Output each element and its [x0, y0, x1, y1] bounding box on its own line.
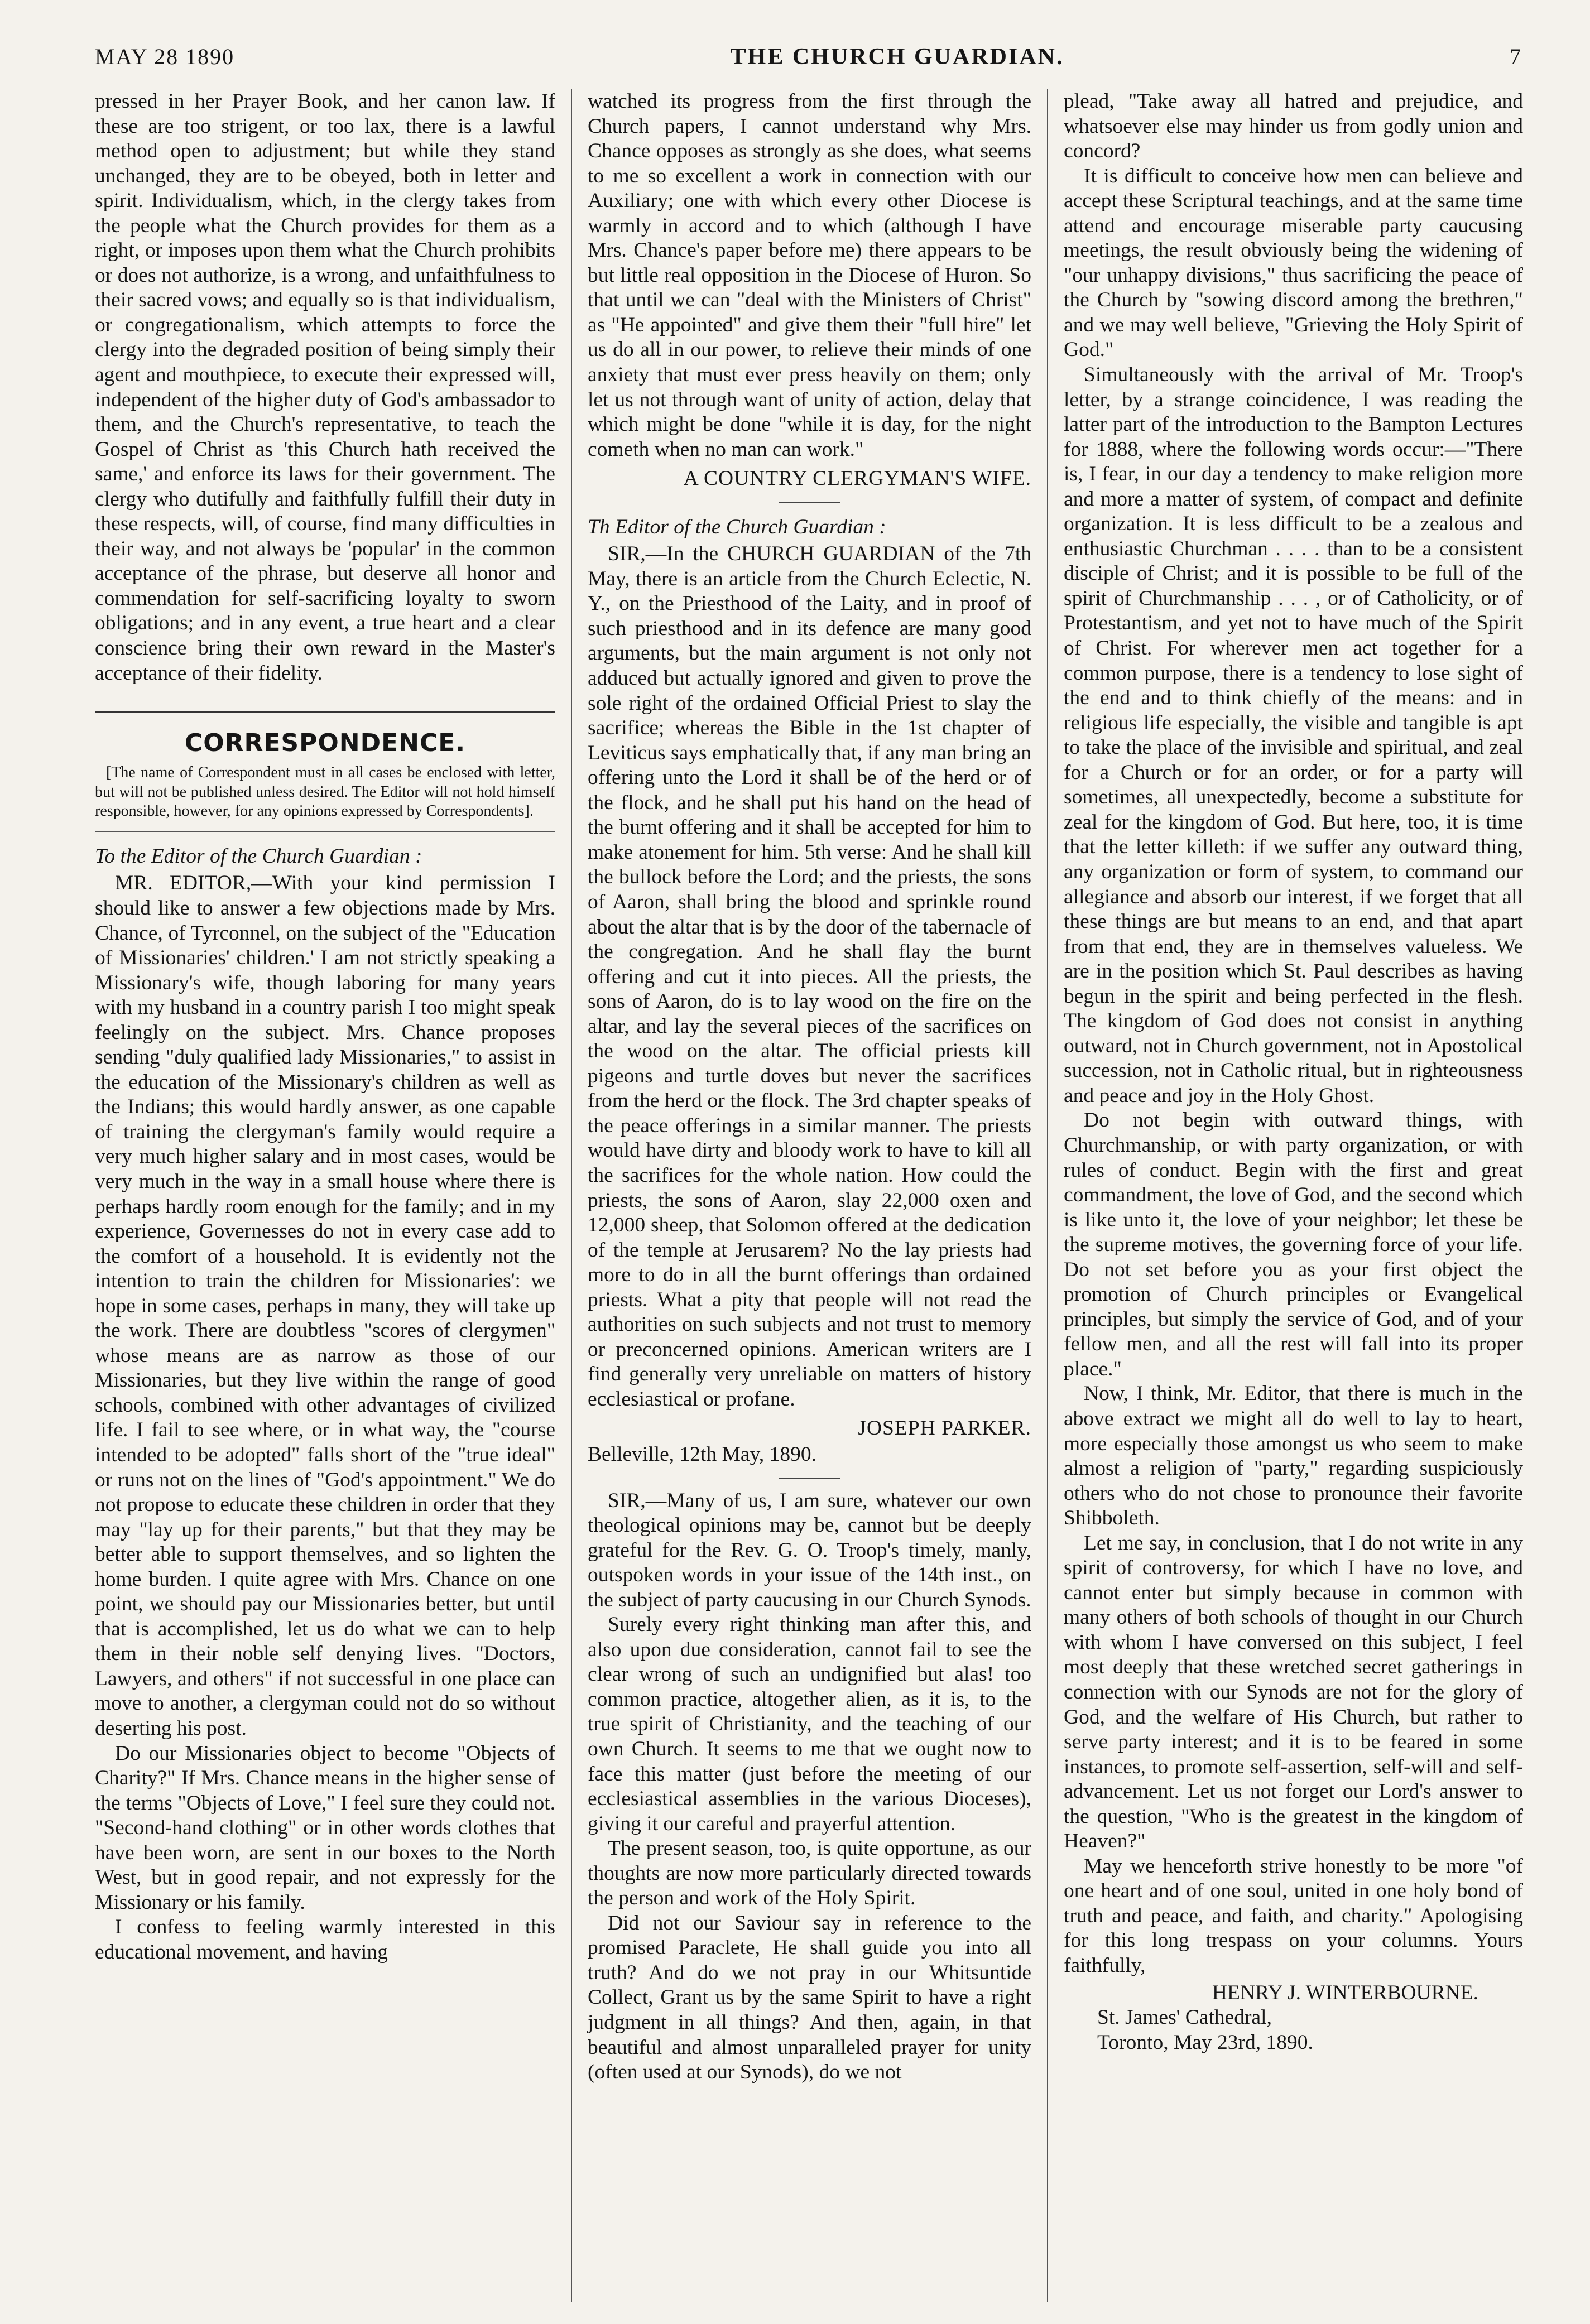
issue-date: MAY 28 1890 — [95, 44, 235, 69]
masthead-title: THE CHURCH GUARDIAN. — [730, 44, 1064, 70]
letter-paragraph: Surely every right thinking man after this, and also upon due consideration, cannot fail to see the clear wrong of such an undignified but alas! too common practice, altogether alien, as it is, to the true spirit of Christianity, and the teaching of our own Church. It seems to me that we ought now to face this matter (just before the meeting of our ecclesiastical assemblies in the various Dioceses), giving it our careful and prayerful attention. — [588, 1613, 1031, 1835]
letter-paragraph: MR. EDITOR,—With your kind permission I should like to answer a few objections made by Mrs. Chance, of Tyrconnel, on the subject of the "Education of Missionaries' children.' I am not strictly speaking a Missionary's wife, though laboring for many years with my husband in a country parish I too might speak feelingly on the subject. Mrs. Chance proposes sending "duly qualified lady Missionaries," to assist in the education of the Missionary's children as well as the Indians; this would hardly answer, as one capable of training the clergyman's family would require a very much higher salary and in most cases, would be very much in the way in a small house where there is perhaps hardly room enough for the family; and in my experience, Governesses do not in every case add to the comfort of a household. It is evidently not the intention to train the children for Missionaries': we hope in some cases, perhaps in many, they will take up the work. There are doubtless "scores of clergymen" whose means are as narrow as those of our Missionaries, but they live within the range of good schools, combined with other advantages of civilized life. I fail to see where, or in what way, the "course intended to be adopted" falls short of the "true ideal" or runs not on the lines of "God's appointment." We do not propose to educate these children in order that they may "lay up for their parents," but that they may be better able to support themselves, and so lighten the home burden. I quite agree with Mrs. Chance on one point, we should pay our Missionaries better, but until that is accomplished, let us do what we can to help them in their noble self denying lives. "Doctors, Lawyers, and others" if not successful in one place can move to another, a clergyman could not do so without deserting his post. — [95, 872, 555, 1740]
letter-signature: JOSEPH PARKER. — [858, 1417, 1031, 1440]
page-header — [95, 44, 1523, 77]
letter-salutation: To the Editor of the Church Guardian : — [95, 844, 422, 868]
letter-paragraph: SIR,—In the CHURCH GUARDIAN of the 7th May, there is an article from the Church Eclectic, N. Y., on the Priesthood of the Laity, and in proof of such priesthood and in its defence are many good arguments, but the main argument is not only not adduced but actually ignored and given to prove the sole right of the ordained Official Priest to slay the sacrifice; whereas the Bible in the 1st chapter of Leviticus says emphatically that, if any man bring an offering unto the Lord it shall be of the herd or of the flock, and he shall put his hand on the head of the burnt offering and it shall be accepted for him to make atonement for him. 5th verse: And he shall kill the bullock before the Lord; and the priests, the sons of Aaron, shall bring the blood and sprinkle round about the altar that is by the door of the tabernacle of the congregation. And he shall flay the burnt offering and cut it into pieces. All the priests, the sons of Aaron, do is to lay wood on the fire on the altar, and lay the several pieces of the sacrifices on the wood on the altar. The official priests kill pigeons and turtle doves but never the sacrifices from the herd or the flock. The 3rd chapter speaks of the peace offerings in a similar manner. The priests would have dirty and bloody work to have to kill all the sacrifices for the whole nation. How could the priests, the sons of Aaron, slay 22,000 oxen and 12,000 sheep, that Solomon offered at the dedication of the temple at Jerusarem? No the lay priests had more to do in all the burnt offerings than ordained priests. What a pity that people will not read the authorities on such subjects and not trust to memory or preconcerned opinions. American writers are I find generally very unreliable on matters of history ecclesiastical or profane. — [588, 542, 1031, 1411]
article-columns — [95, 89, 1523, 2302]
letter-signature: HENRY J. WINTERBOURNE. — [1212, 1981, 1478, 2004]
letter-paragraph: SIR,—Many of us, I am sure, whatever our own theological opinions may be, cannot but be deeply grateful for the Rev. G. O. Troop's timely, manly, outspoken words in your issue of the 14th inst., on the subject of party caucusing in our Church Synods. — [588, 1489, 1031, 1611]
letter-paragraph: I confess to feeling warmly interested in this educational movement, and having — [95, 1916, 555, 1964]
letter-signature: A COUNTRY CLERGYMAN'S WIFE. — [683, 467, 1031, 490]
letter-paragraph: Simultaneously with the arrival of Mr. Troop's letter, by a strange coincidence, I was reading the latter part of the introduction to the Bampton Lectures for 1888, where the following words occur:—"There is, I fear, in our day a tendency to make religion more and more a matter of system, of compact and definite organization. It is less difficult to be a zealous and enthusiastic Churchman . . . . than to be a consistent disciple of Christ; and it is possible to be full of the spirit of Churchmanship . . . , or of Catholicity, or of Protestantism, and yet not to have much of the Spirit of Christ. For wherever men act together for a common purpose, there is a tendency to lose sight of the end and to think chiefly of the means: and in religious life especially, the visible and tangible is apt to take the place of the invisible and spiritual, and zeal for a Church or for an order, or for a party will sometimes, all unexpectedly, become a substitute for zeal for the kingdom of God. But here, too, it is time that the letter killeth: if we suffer any outward thing, any organization or form of system, to command our allegiance and absorb our interest, if we forget that all these things are but means to an end, and that apart from that end, they are in themselves valueless. We are in the position which St. Paul describes as having begun in the spirit and being perfected in the flesh. The kingdom of God does not consist in anything outward, not in Church government, not in Apostolical succession, not in Catholic ritual, but in righteousness and peace and joy in the Holy Ghost. — [1064, 363, 1523, 1107]
letter-paragraph: Do our Missionaries object to become "Objects of Charity?" If Mrs. Chance means in the higher sense of the terms "Objects of Love," I feel sure they could not. "Second-hand clothing" or in other words clothes that have been worn, are sent in our boxes to the North West, but in good repair, and not expressly for the Missionary or his family. — [95, 1741, 555, 1914]
letter-paragraph: Let me say, in conclusion, that I do not write in any spirit of controversy, for which I have no love, and cannot enter but simply because in common with many others of both schools of thought in our Church with whom I have conversed on this subject, I feel most deeply that these wretched secret gatherings in connection with our Synods are not for the glory of God, and the welfare of His Church, but rather to serve party interest; and it is to be feared in some instances, to promote self-assertion, self-will and self-advancement. Let us not forget our Lord's answer to the question, "Who is the greatest in the kingdom of Heaven?" — [1064, 1531, 1523, 1853]
letter-paragraph: plead, "Take away all hatred and prejudice, and whatsoever else may hinder us from godly union and concord? — [1064, 90, 1523, 163]
section-heading: CORRESPONDENCE. — [95, 711, 555, 758]
editor-note: [The name of Correspondent must in all cases be enclosed with letter, but will not be published unless desired. The Editor will not hold himself responsible, however, for any opinions expressed by Correspondents]. — [95, 763, 555, 831]
letter-paragraph: watched its progress from the first through the Church papers, I cannot understand why Mrs. Chance opposes as strongly as she does, what seems to me so excellent a work in connection with our Auxiliary; one with which every other Diocese is warmly in accord and to which (although I have Mrs. Chance's paper before me) there appears to be but little real opposition in the Diocese of Huron. So that until we can "deal with the Ministers of Christ" as "He appointed" and give them their "full hire" let us do all in our power, to relieve their minds of one anxiety that must ever press heavily on them; only let us not through want of unity of action, delay that which might be done "while it is day, for the night cometh when no man can work." — [588, 90, 1031, 461]
column-1 — [95, 89, 571, 2302]
letter-paragraph: May we henceforth strive honestly to be more "of one heart and of one soul, united in one holy bond of truth and peace, and faith, and charity." Apologising for this long trespass on your columns. Yours faithfully, — [1064, 1854, 1523, 1977]
letter-paragraph: Do not begin with outward things, with Churchmanship, or with party organization, or with rules of conduct. Begin with the first and great commandment, the love of God, and the second which is like unto it, the love of your neighbor; let these be the supreme motives, the governing force of your life. Do not set before you as your first object the promotion of Church principles or Evangelical principles, but simply the service of God, and of your fellow men, and all the rest will fall into its proper place." — [1064, 1109, 1523, 1380]
letter-paragraph: The present season, too, is quite opportune, as our thoughts are now more particularly directed towards the person and work of the Holy Spirit. — [588, 1837, 1031, 1910]
divider — [779, 502, 840, 503]
article-continuation: pressed in her Prayer Book, and her canon law. If these are too strigent, or too lax, there is a lawful method open to adjustment; but while they stand unchanged, they are to be obeyed, both in letter and spirit. Individualism, which, in the clergy takes from the people what the Church provides for them as a right, or imposes upon them what the Church prohibits or does not authorize, is a wrong, and unfaithfulness to their sacred vows; and equally so is that individualism, or congregationalism, which attempts to force the clergy into the degraded position of being simply their agent and mouthpiece, to execute their expressed will, independent of the higher duty of God's ambassador to them, and the Church's representative, to teach the Gospel of Christ as 'this Church hath received the same,' and enforce its laws for their government. The clergy who dutifully and faithfully fulfill their duty in these respects, will, of course, find many difficulties in their way, and not always be 'popular' in the common acceptance of the phrase, but deserve all honor and commendation for self-sacrificing loyalty to sworn obligations; and in any event, a true heart and a clear conscience bring their own reward in the Master's acceptance of their fidelity. — [95, 90, 555, 685]
divider — [779, 1478, 840, 1479]
column-3 — [1047, 89, 1523, 2302]
letter-address: St. James' Cathedral, — [1097, 2006, 1272, 2029]
letter-paragraph: Now, I think, Mr. Editor, that there is much in the above extract we might all do well to lay to heart, more especially those amongst us who seem to make almost a religion of "party," regarding suspiciously others who do not chose to pronounce their favorite Shibboleth. — [1064, 1382, 1523, 1530]
letter-date: Toronto, May 23rd, 1890. — [1097, 2031, 1313, 2054]
letter-paragraph: Did not our Saviour say in reference to the promised Paraclete, He shall guide you into all truth? And do we not pray in our Whitsuntide Collect, Grant us by the same Spirit to have a right judgment in all things? And then, again, in that beautiful and almost unparalleled prayer for unity (often used at our Synods), do we not — [588, 1911, 1031, 2084]
letter-salutation: Th Editor of the Church Guardian : — [588, 515, 886, 538]
page-number: 7 — [1509, 44, 1521, 69]
letter-place-date: Belleville, 12th May, 1890. — [588, 1442, 817, 1466]
column-2 — [571, 89, 1047, 2302]
letter-paragraph: It is difficult to conceive how men can believe and accept these Scriptural teachings, and at the same time attend and encourage miserable party caucusing meetings, the result obviously being the widening of "our unhappy divisions," thus sacrificing the peace of the Church by "sowing discord among the brethren," and we may well believe, "Grieving the Holy Spirit of God." — [1064, 164, 1523, 362]
